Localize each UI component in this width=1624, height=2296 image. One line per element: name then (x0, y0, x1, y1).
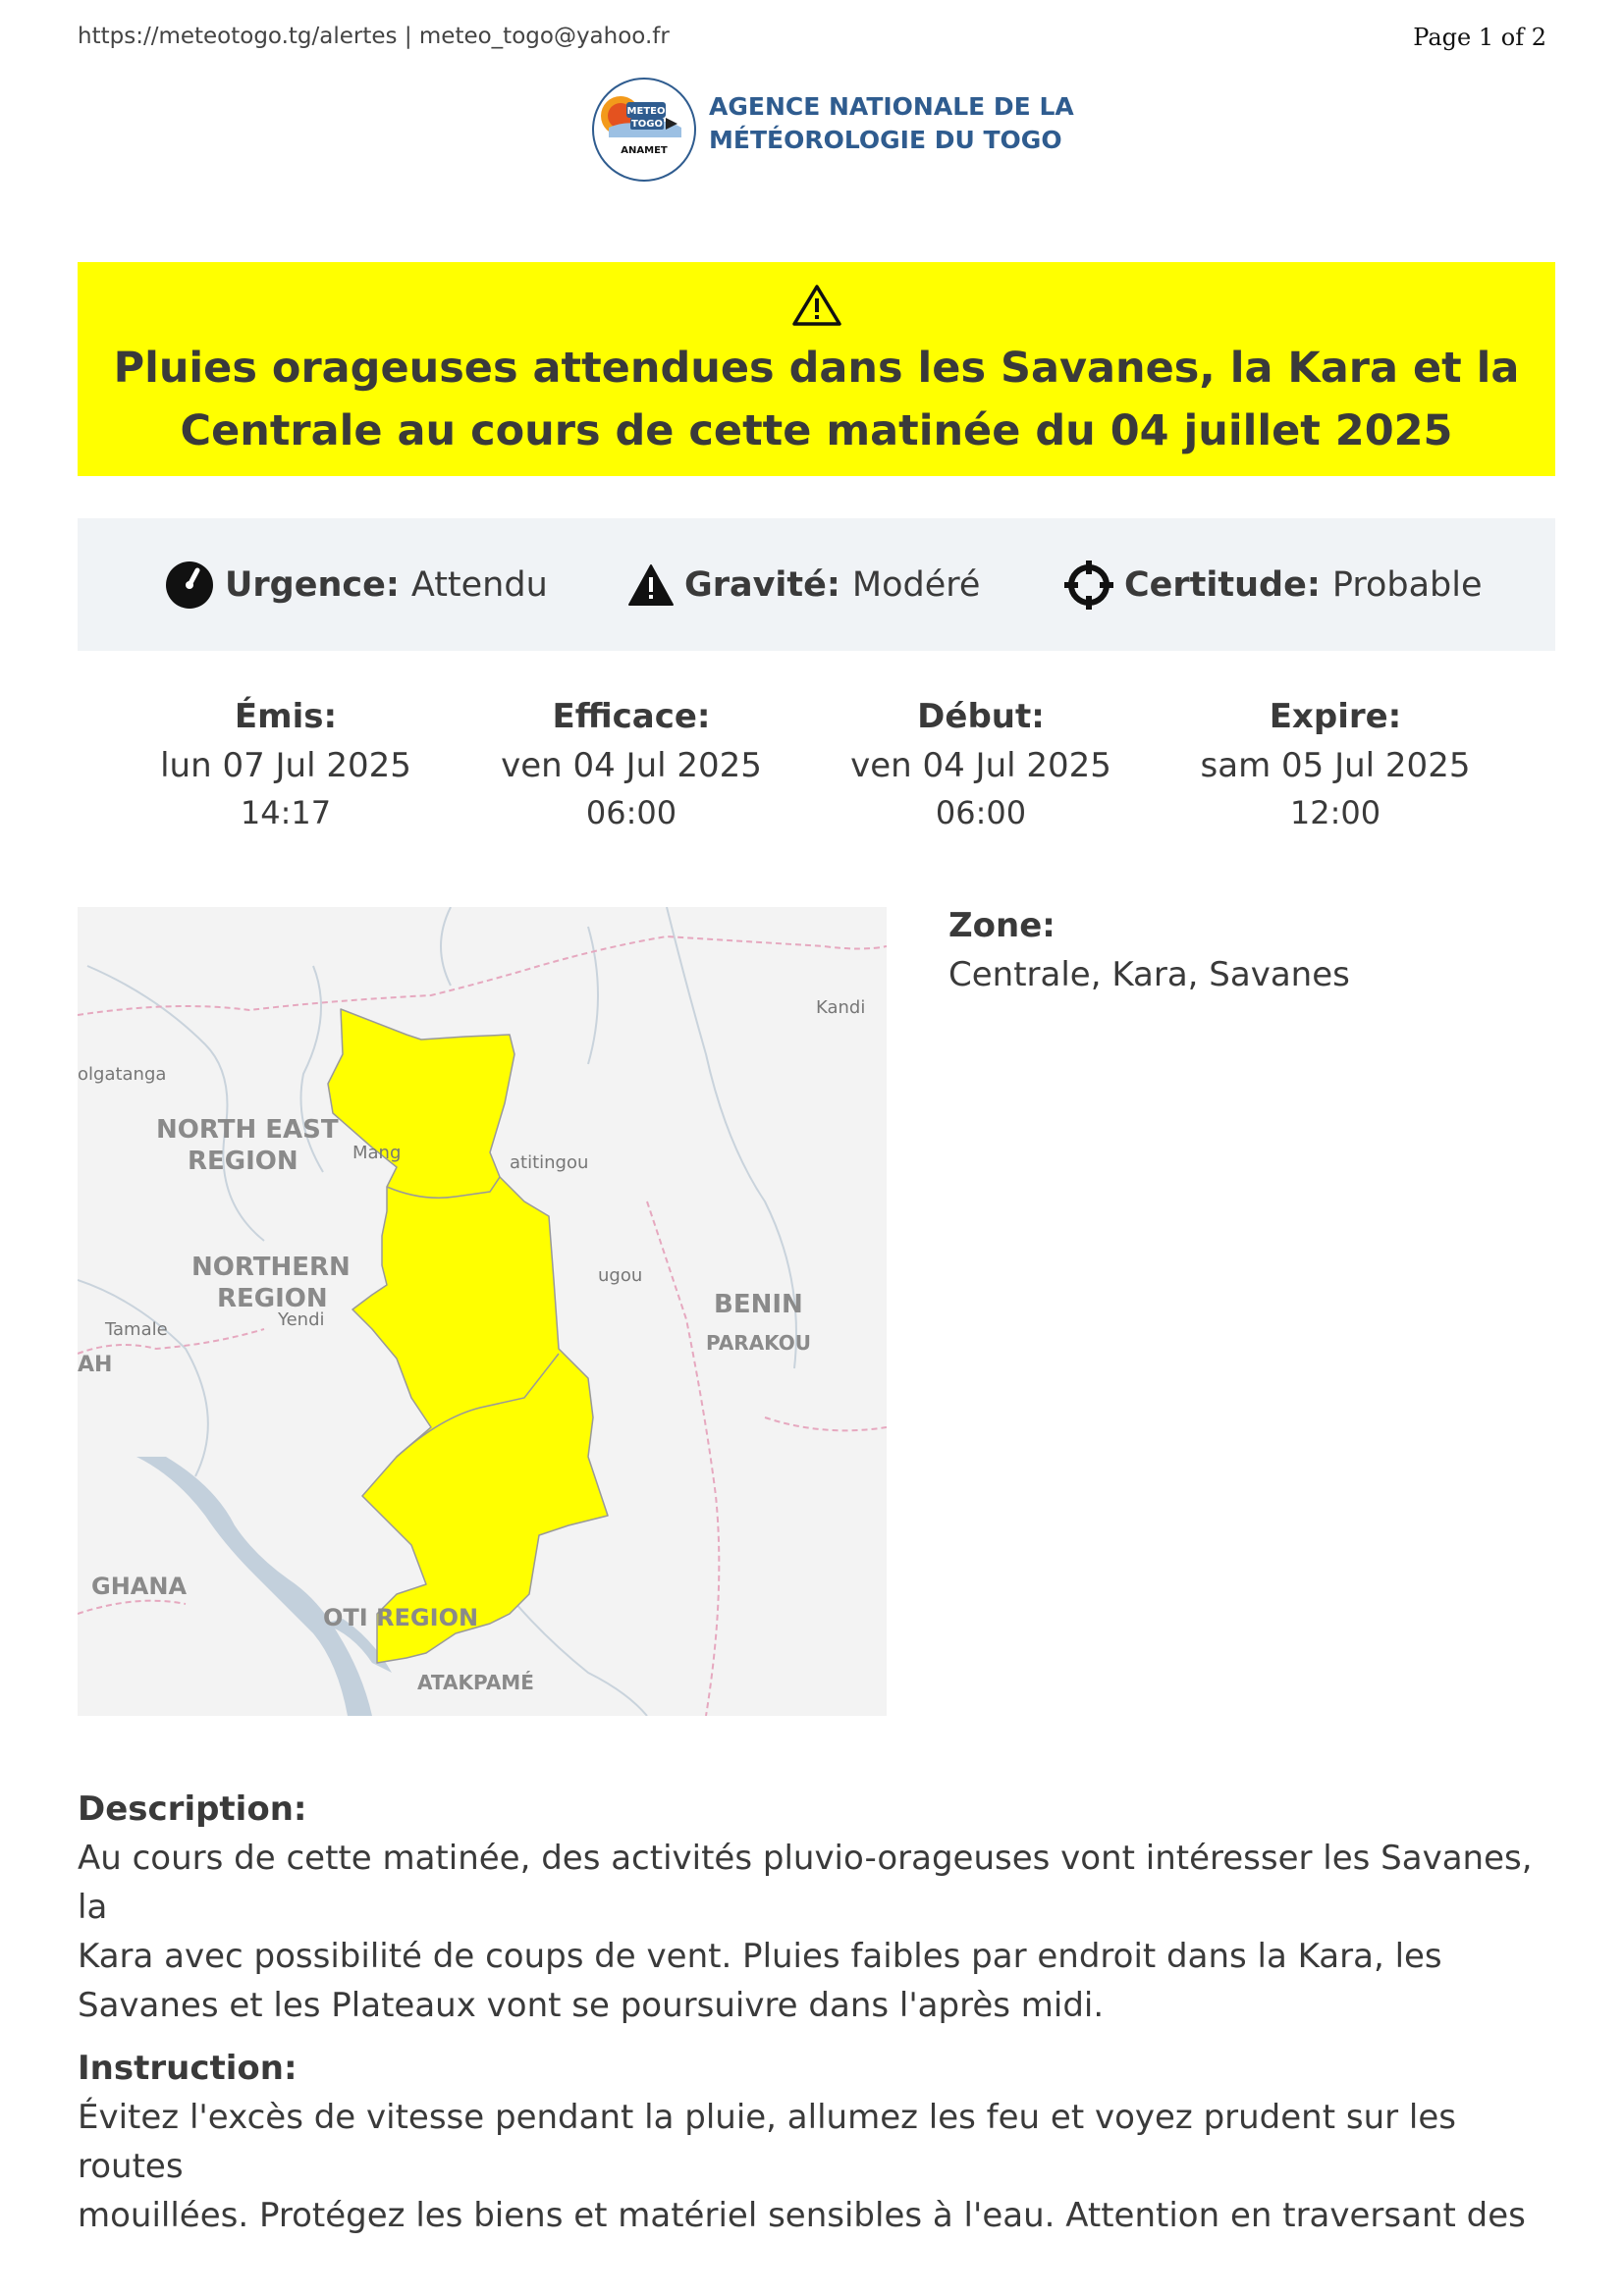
description-line: Savanes et les Plateaux vont se poursuivre dans l'après midi. (78, 1986, 1105, 2025)
date-expires (1198, 692, 1473, 835)
date-label: Début: (917, 697, 1045, 736)
agency-name-line1: AGENCE NATIONALE DE LA (709, 92, 1074, 121)
logo-badge-mid: TOGO (630, 119, 664, 130)
map-label-mango: Mang (352, 1143, 402, 1163)
warning-triangle-icon (791, 284, 842, 327)
instruction-line: mouillées. Protégez les biens et matériel sensibles à l'eau. Attention en traversant des (78, 2196, 1526, 2235)
description-label: Description: (78, 1789, 307, 1829)
urgency-item (164, 518, 548, 651)
map-label-bolgatanga: olgatanga (78, 1064, 167, 1085)
map-label-north-east-region: REGION (188, 1147, 298, 1176)
map-label-north-east: NORTH EAST (156, 1115, 339, 1145)
time-value: 14:17 (240, 794, 332, 831)
date-issued (148, 692, 423, 835)
map-label-tamale: Tamale (105, 1319, 168, 1340)
map-label-northern-region: REGION (217, 1284, 328, 1313)
map-label-natitingou: atitingou (510, 1152, 589, 1173)
severity-label: Gravité: (684, 564, 840, 605)
certainty-label: Certitude: (1124, 564, 1321, 605)
urgency-value: Attendu (410, 564, 548, 605)
stopwatch-icon (164, 560, 215, 611)
map-label-yendi: Yendi (278, 1309, 325, 1330)
instruction-text (78, 2093, 1570, 2240)
map-label-northern: NORTHERN (191, 1253, 351, 1282)
date-effective (494, 692, 769, 835)
severity-value: Modéré (851, 564, 981, 605)
severity-item (627, 518, 980, 651)
header-url-email: https://meteotogo.tg/alertes | meteo_togo@yahoo.fr (78, 24, 670, 49)
map-label-oti-region: OTI REGION (323, 1604, 479, 1631)
alert-title: Pluies orageuses attendues dans les Savanes, la Kara et la Centrale au cours de cette matinée du 04 juillet 2025 (113, 344, 1520, 455)
instruction-label: Instruction: (78, 2049, 298, 2088)
date-value: ven 04 Jul 2025 (850, 746, 1111, 785)
crosshairs-icon (1063, 560, 1114, 611)
description-line: Au cours de cette matinée, des activités pluvio-orageuses vont intéresser les Savanes, la (78, 1839, 1533, 1927)
time-value: 12:00 (1289, 794, 1381, 831)
urgency-label: Urgence: (225, 564, 400, 605)
time-value: 06:00 (585, 794, 677, 831)
certainty-value: Probable (1331, 564, 1483, 605)
date-label: Émis: (234, 697, 338, 736)
description-line: Kara avec possibilité de coups de vent. Pluies faibles par endroit dans la Kara, les (78, 1937, 1442, 1976)
map-label-ah: AH (78, 1353, 113, 1377)
logo-badge-bottom: ANAMET (621, 145, 668, 156)
description-text (78, 1834, 1570, 2030)
certainty-item (1063, 518, 1483, 651)
meteo-togo-emblem-icon (587, 77, 701, 185)
page-number: Page 1 of 2 (1413, 24, 1546, 51)
date-value: lun 07 Jul 2025 (160, 746, 411, 785)
date-value: sam 05 Jul 2025 (1200, 746, 1471, 785)
map-label-benin: BENIN (714, 1290, 803, 1319)
exclamation-triangle-icon (627, 563, 675, 607)
alert-dates (78, 692, 1555, 839)
date-label: Expire: (1269, 697, 1402, 736)
alert-meta-bar (78, 518, 1555, 651)
alert-zone-map (78, 907, 887, 1716)
logo-badge-top: METEO (626, 106, 666, 117)
map-label-ghana: GHANA (91, 1573, 188, 1600)
alert-banner (78, 262, 1555, 476)
date-value: ven 04 Jul 2025 (501, 746, 762, 785)
date-onset (843, 692, 1118, 835)
date-label: Efficace: (552, 697, 711, 736)
map-label-atakpame: ATAKPAMÉ (417, 1671, 534, 1694)
agency-name-line2: MÉTÉOROLOGIE DU TOGO (709, 126, 1062, 154)
instruction-line: Évitez l'excès de vitesse pendant la pluie, allumez les feu et voyez prudent sur les routes (78, 2098, 1456, 2186)
time-value: 06:00 (935, 794, 1027, 831)
zone-label: Zone: (948, 906, 1056, 945)
map-label-parakou: PARAKOU (706, 1331, 812, 1355)
agency-name (709, 90, 1074, 157)
map-label-kandi: Kandi (816, 997, 866, 1018)
map-label-djougou: ugou (598, 1265, 643, 1286)
zone-value: Centrale, Kara, Savanes (948, 955, 1350, 994)
agency-logo (587, 77, 1098, 185)
